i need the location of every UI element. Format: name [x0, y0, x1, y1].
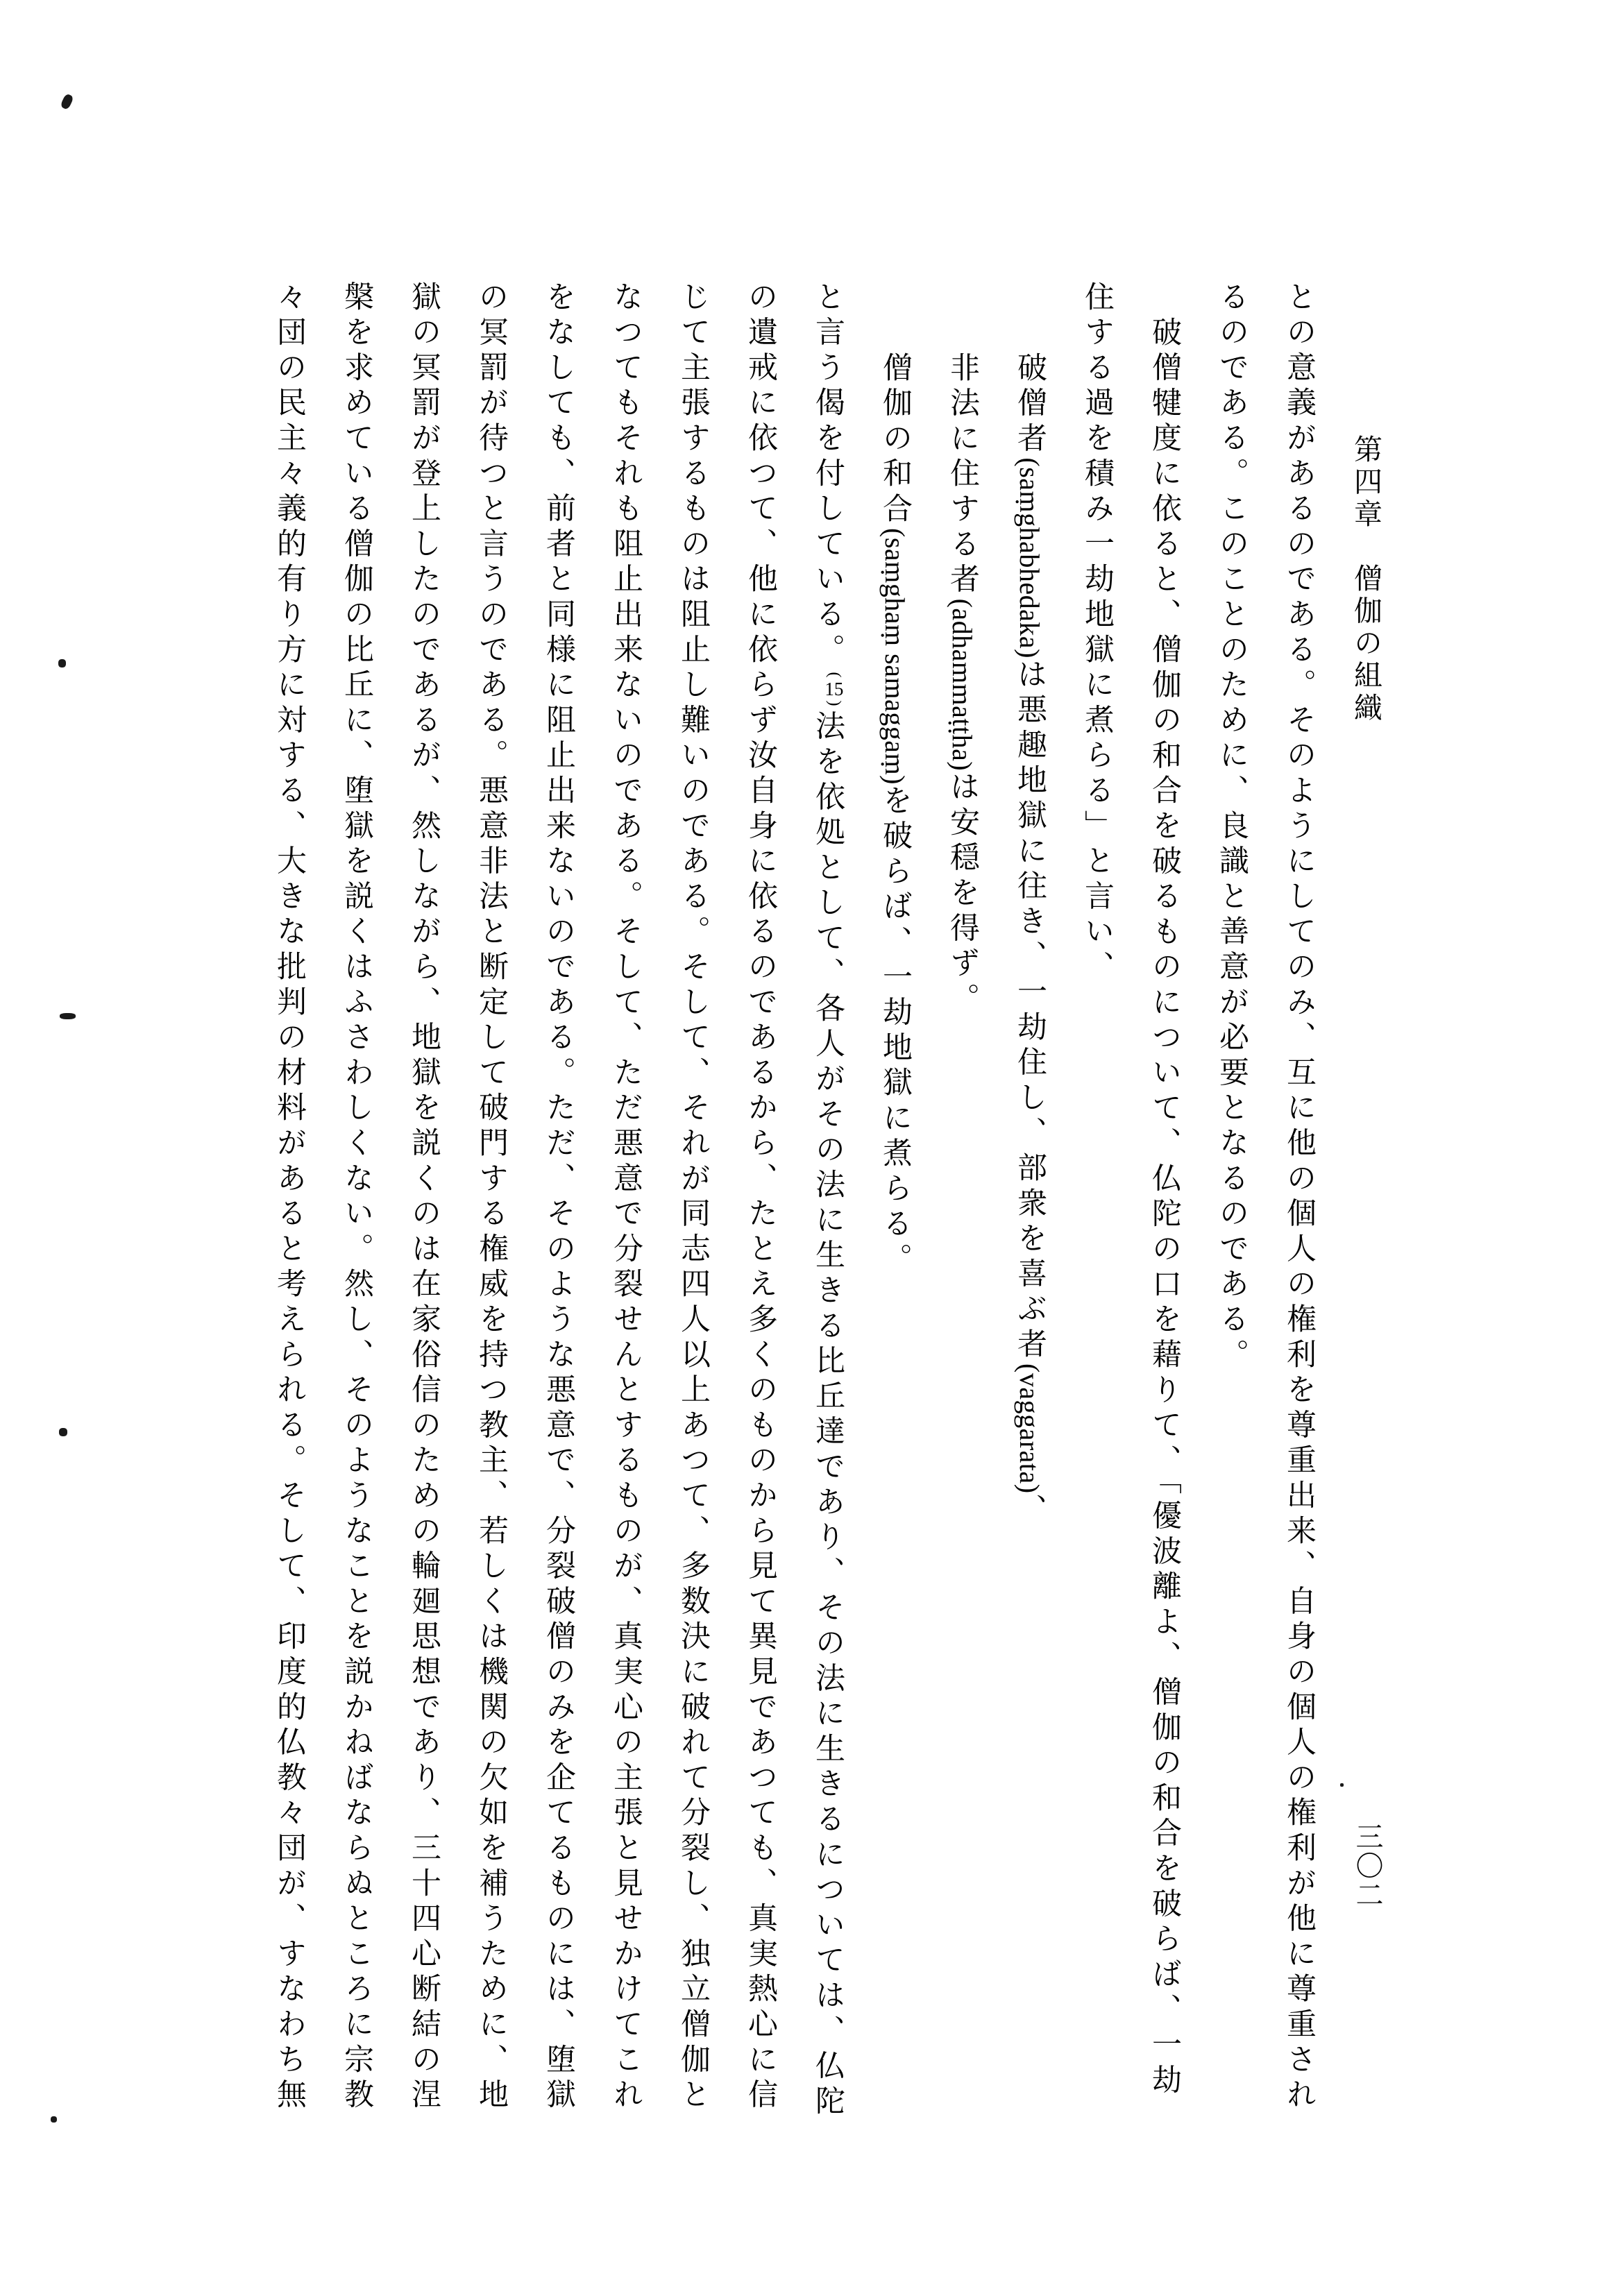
scan-artifact	[58, 659, 66, 667]
body-text: 法を依処として、各人がその法に生きる比丘達であり、その法に生きるについては、仏陀	[811, 710, 844, 2120]
text-column-15: 槃を求めている僧伽の比丘に、堕獄を説くはふさわしくない。然し、そのようなことを説かねばならぬところに宗教	[340, 281, 373, 2114]
running-head: 第四章 僧伽の組織	[1350, 434, 1382, 725]
footnote-paren-close: )	[825, 700, 844, 706]
text-column-1: との意義があるのである。そのようにしてのみ、互に他の個人の権利を尊重出来、自身の個人の権利が他に尊重され	[1283, 281, 1315, 2114]
scan-artifact	[51, 2116, 57, 2123]
text-column-13: の冥罰が待つと言うのである。悪意非法と断定して破門する権威を持つ教主、若しくは機関の欠如を補うために、地	[475, 281, 507, 2114]
text-column-6-verse	[929, 281, 996, 2141]
pali-term-adhammattha: (adhammaṭṭha)	[947, 598, 978, 772]
pali-term-samghabhedaka: (saṃghabhedaka)	[1014, 457, 1045, 658]
text-column-10: じて主張するものは阻止し難いのである。そして、それが同志四人以上あつて、多数決に破れて分裂し、独立僧伽と	[677, 281, 709, 2114]
pali-term-samgham-samaggam: (saṃghaṃ samaggaṃ)	[879, 528, 911, 785]
text-column-8	[794, 281, 861, 2141]
verse-line3-text: を破らば、一劫地獄に煮らる。	[879, 785, 911, 1279]
text-column-3: 破僧犍度に依ると、僧伽の和合を破るものについて、仏陀の口を藉りて、「優波離よ、僧伽の和合を破らば、一劫	[1148, 316, 1181, 2100]
text-column-11: なつてもそれも阻止出来ないのである。そして、ただ悪意で分裂せんとするものが、真実心の主張と見せかけてこれ	[609, 281, 642, 2114]
footnote-paren-open: (	[825, 672, 844, 678]
scan-artifact	[60, 93, 74, 110]
main-text-block	[255, 281, 1333, 2141]
text-column-2: るのである。このことのために、良識と善意が必要となるのである。	[1215, 281, 1248, 1374]
scan-artifact	[1340, 1783, 1344, 1787]
text-column-9: の遺戒に依つて、他に依らず汝自身に依るのであるから、たとえ多くのものから見て異見であつても、真実熱心に信	[744, 281, 777, 2114]
footnote-number: 15	[824, 678, 844, 699]
text-column-14: 獄の冥罰が登上したのであるが、然しながら、地獄を説くのは在家俗信のための輪廻思想であり、三十四心断結の涅	[407, 281, 440, 2114]
text-column-7-verse	[861, 281, 929, 2141]
body-text: と言う偈を付している。	[811, 281, 844, 669]
text-column-12: をなしても、前者と同様に阻止出来ないのである。ただ、そのような悪意で、分裂破僧のみを企てるものには、堕獄	[542, 281, 575, 2114]
verse-line1-text: は悪趣地獄に往き、一劫住し、部衆を喜ぶ者	[1013, 658, 1046, 1363]
scan-artifact	[59, 1428, 67, 1436]
verse-line2-text: 非法に住する者	[946, 352, 979, 599]
verse-line1-text: 破僧者	[1013, 352, 1046, 458]
verse-line3-text: 僧伽の和合	[879, 352, 911, 528]
pali-term-vaggarata: (vaggarata)	[1014, 1363, 1045, 1494]
text-column-16: 々団の民主々義的有り方に対する、大きな批判の材料があると考えられる。そして、印度的仏教々団が、すなわち無	[273, 281, 305, 2114]
footnote-ref-15	[824, 670, 843, 708]
scan-artifact	[60, 1013, 76, 1019]
text-column-4: 住する過を積み一劫地獄に煮らる」と言い、	[1081, 281, 1113, 986]
verse-line1-text: 、	[1013, 1493, 1046, 1529]
page-number: 三〇二	[1352, 1822, 1383, 1910]
text-column-5-verse	[996, 281, 1063, 2141]
verse-line2-text: は安穏を得ず。	[946, 771, 979, 1018]
